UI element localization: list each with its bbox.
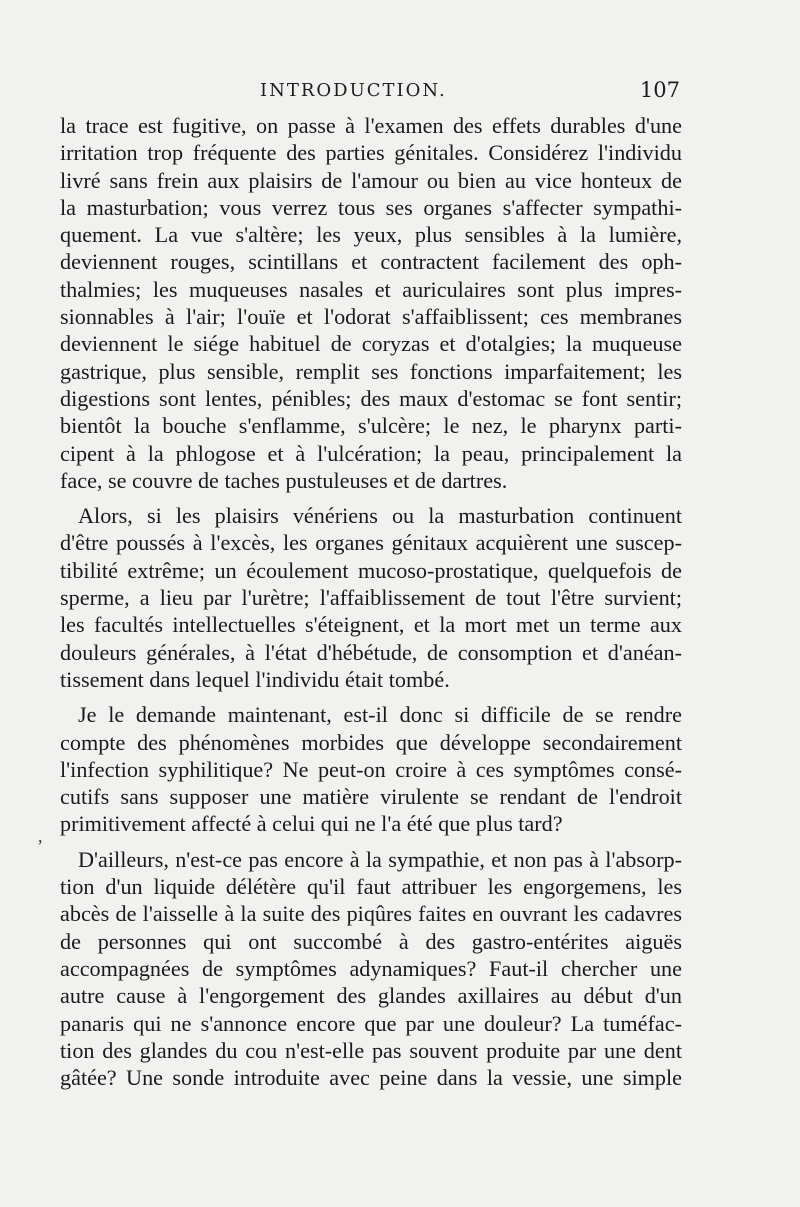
text-line: tissement dans lequel l'individu était tombé. xyxy=(60,666,450,692)
text-line: bientôt la bouche s'enflamme, s'ulcère; le nez, le pharynx parti- xyxy=(60,413,682,439)
paragraph-2 xyxy=(60,502,682,693)
paragraph-gap xyxy=(60,838,682,846)
text-line: l'infection syphilitique? Ne peut-on croire à ces symptômes consé- xyxy=(60,756,682,782)
text-line: irritation trop fréquente des parties génitales. Considérez l'individu xyxy=(60,140,682,166)
text-line: accompagnées de symptômes adynamiques? Faut-il chercher une xyxy=(60,955,682,981)
text-line: deviennent le siége habituel de coryzas et d'otalgies; la muqueuse xyxy=(60,331,682,357)
text-line: primitivement affecté à celui qui ne l'a été que plus tard? xyxy=(60,811,563,837)
paragraph-gap xyxy=(60,693,682,701)
paragraph-1 xyxy=(60,112,682,494)
text-line: panaris qui ne s'annonce encore que par une douleur? La tuméfac- xyxy=(60,1010,682,1036)
running-head xyxy=(60,78,680,108)
text-line: tibilité extrême; un écoulement mucoso-prostatique, quelquefois de xyxy=(60,557,682,583)
text-line: face, se couvre de taches pustuleuses et de dartres. xyxy=(60,467,508,493)
text-line: tion des glandes du cou n'est-elle pas souvent produite par une dent xyxy=(60,1037,682,1063)
text-line: Alors, si les plaisirs vénériens ou la masturbation continuent xyxy=(78,503,682,529)
text-line: les facultés intellectuelles s'éteignent, et la mort met un terme aux xyxy=(60,612,682,638)
text-line: cutifs sans supposer une matière virulente se rendant de l'endroit xyxy=(60,784,682,810)
text-line: livré sans frein aux plaisirs de l'amour ou bien au vice honteux de xyxy=(60,167,682,193)
text-line: tion d'un liquide délétère qu'il faut attribuer les engorgemens, les xyxy=(60,874,682,900)
paragraph-gap xyxy=(60,494,682,502)
text-line: douleurs générales, à l'état d'hébétude, de consomption et d'anéan- xyxy=(60,639,682,665)
running-title: INTRODUCTION. xyxy=(260,80,447,101)
body-text xyxy=(60,112,682,1091)
margin-mark: , xyxy=(38,826,43,846)
text-line: thalmies; les muqueuses nasales et auriculaires sont plus impres- xyxy=(60,276,682,302)
text-line: quement. La vue s'altère; les yeux, plus sensibles à la lumière, xyxy=(60,222,682,248)
text-line: compte des phénomènes morbides que développe secondairement xyxy=(60,729,682,755)
text-line: Je le demande maintenant, est-il donc si difficile de se rendre xyxy=(78,702,682,728)
paragraph-3 xyxy=(60,701,682,837)
text-line: d'être poussés à l'excès, les organes génitaux acquièrent une suscep- xyxy=(60,530,682,556)
text-line: deviennent rouges, scintillans et contractent facilement des oph- xyxy=(60,249,682,275)
text-line: sperme, a lieu par l'urètre; l'affaiblissement de tout l'être survient; xyxy=(60,585,682,611)
text-line: la masturbation; vous verrez tous ses organes s'affecter sympathi- xyxy=(60,194,682,220)
text-line: la trace est fugitive, on passe à l'examen des effets durables d'une xyxy=(60,113,682,138)
text-line: abcès de l'aisselle à la suite des piqûres faites en ouvrant les cadavres xyxy=(60,901,682,927)
text-line: de personnes qui ont succombé à des gastro-entérites aiguës xyxy=(60,928,682,954)
page-number: 107 xyxy=(639,78,680,102)
text-line: D'ailleurs, n'est-ce pas encore à la sympathie, et non pas à l'absorp- xyxy=(78,846,682,872)
text-line: autre cause à l'engorgement des glandes axillaires au début d'un xyxy=(60,983,682,1009)
text-line: gâtée? Une sonde introduite avec peine dans la vessie, une simple xyxy=(60,1065,682,1091)
paragraph-4 xyxy=(60,846,682,1092)
text-line: sionnables à l'air; l'ouïe et l'odorat s'affaiblissent; ces membranes xyxy=(60,304,682,330)
text-line: gastrique, plus sensible, remplit ses fonctions imparfaitement; les xyxy=(60,358,682,384)
text-line: digestions sont lentes, pénibles; des maux d'estomac se font sentir; xyxy=(60,385,682,411)
text-line: cipent à la phlogose et à l'ulcération; la peau, principalement la xyxy=(60,440,682,466)
